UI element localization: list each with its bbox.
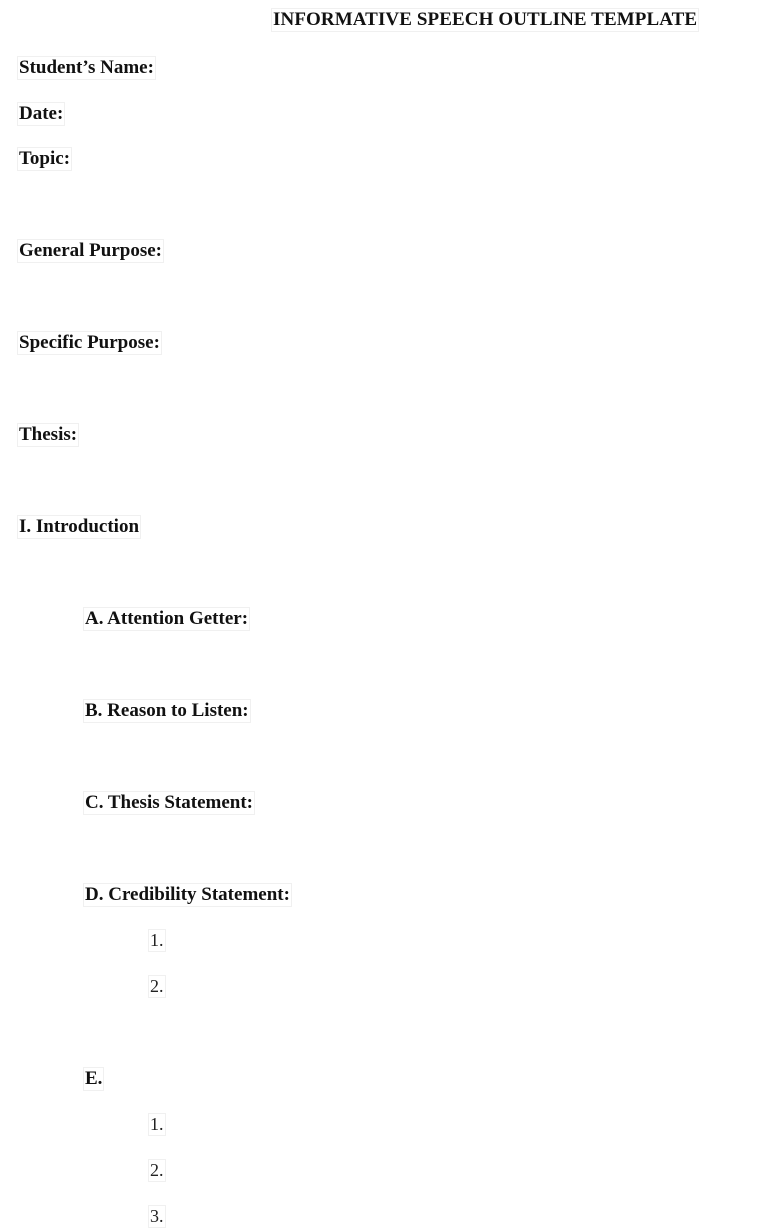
reason-to-listen-label: B. Reason to Listen: bbox=[85, 700, 249, 721]
topic-label: Topic: bbox=[19, 148, 71, 169]
student-name-label: Student’s Name: bbox=[19, 57, 154, 78]
item-e-sub-item-3: 3. bbox=[150, 1206, 164, 1226]
general-purpose-label: General Purpose: bbox=[19, 240, 163, 261]
date-label: Date: bbox=[19, 103, 64, 124]
credibility-sub-item-1: 1. bbox=[150, 930, 164, 950]
item-e-label: E. bbox=[85, 1068, 103, 1089]
item-e-sub-item-1: 1. bbox=[150, 1114, 164, 1134]
specific-purpose-label: Specific Purpose: bbox=[19, 332, 160, 353]
credibility-sub-item-2: 2. bbox=[150, 976, 164, 996]
thesis-label: Thesis: bbox=[19, 424, 78, 445]
introduction-heading: I. Introduction bbox=[19, 516, 140, 537]
credibility-statement-label: D. Credibility Statement: bbox=[85, 884, 290, 905]
attention-getter-label: A. Attention Getter: bbox=[85, 608, 249, 629]
thesis-statement-label: C. Thesis Statement: bbox=[85, 792, 254, 813]
item-e-sub-item-2: 2. bbox=[150, 1160, 164, 1180]
document-title: INFORMATIVE SPEECH OUTLINE TEMPLATE bbox=[273, 9, 698, 30]
